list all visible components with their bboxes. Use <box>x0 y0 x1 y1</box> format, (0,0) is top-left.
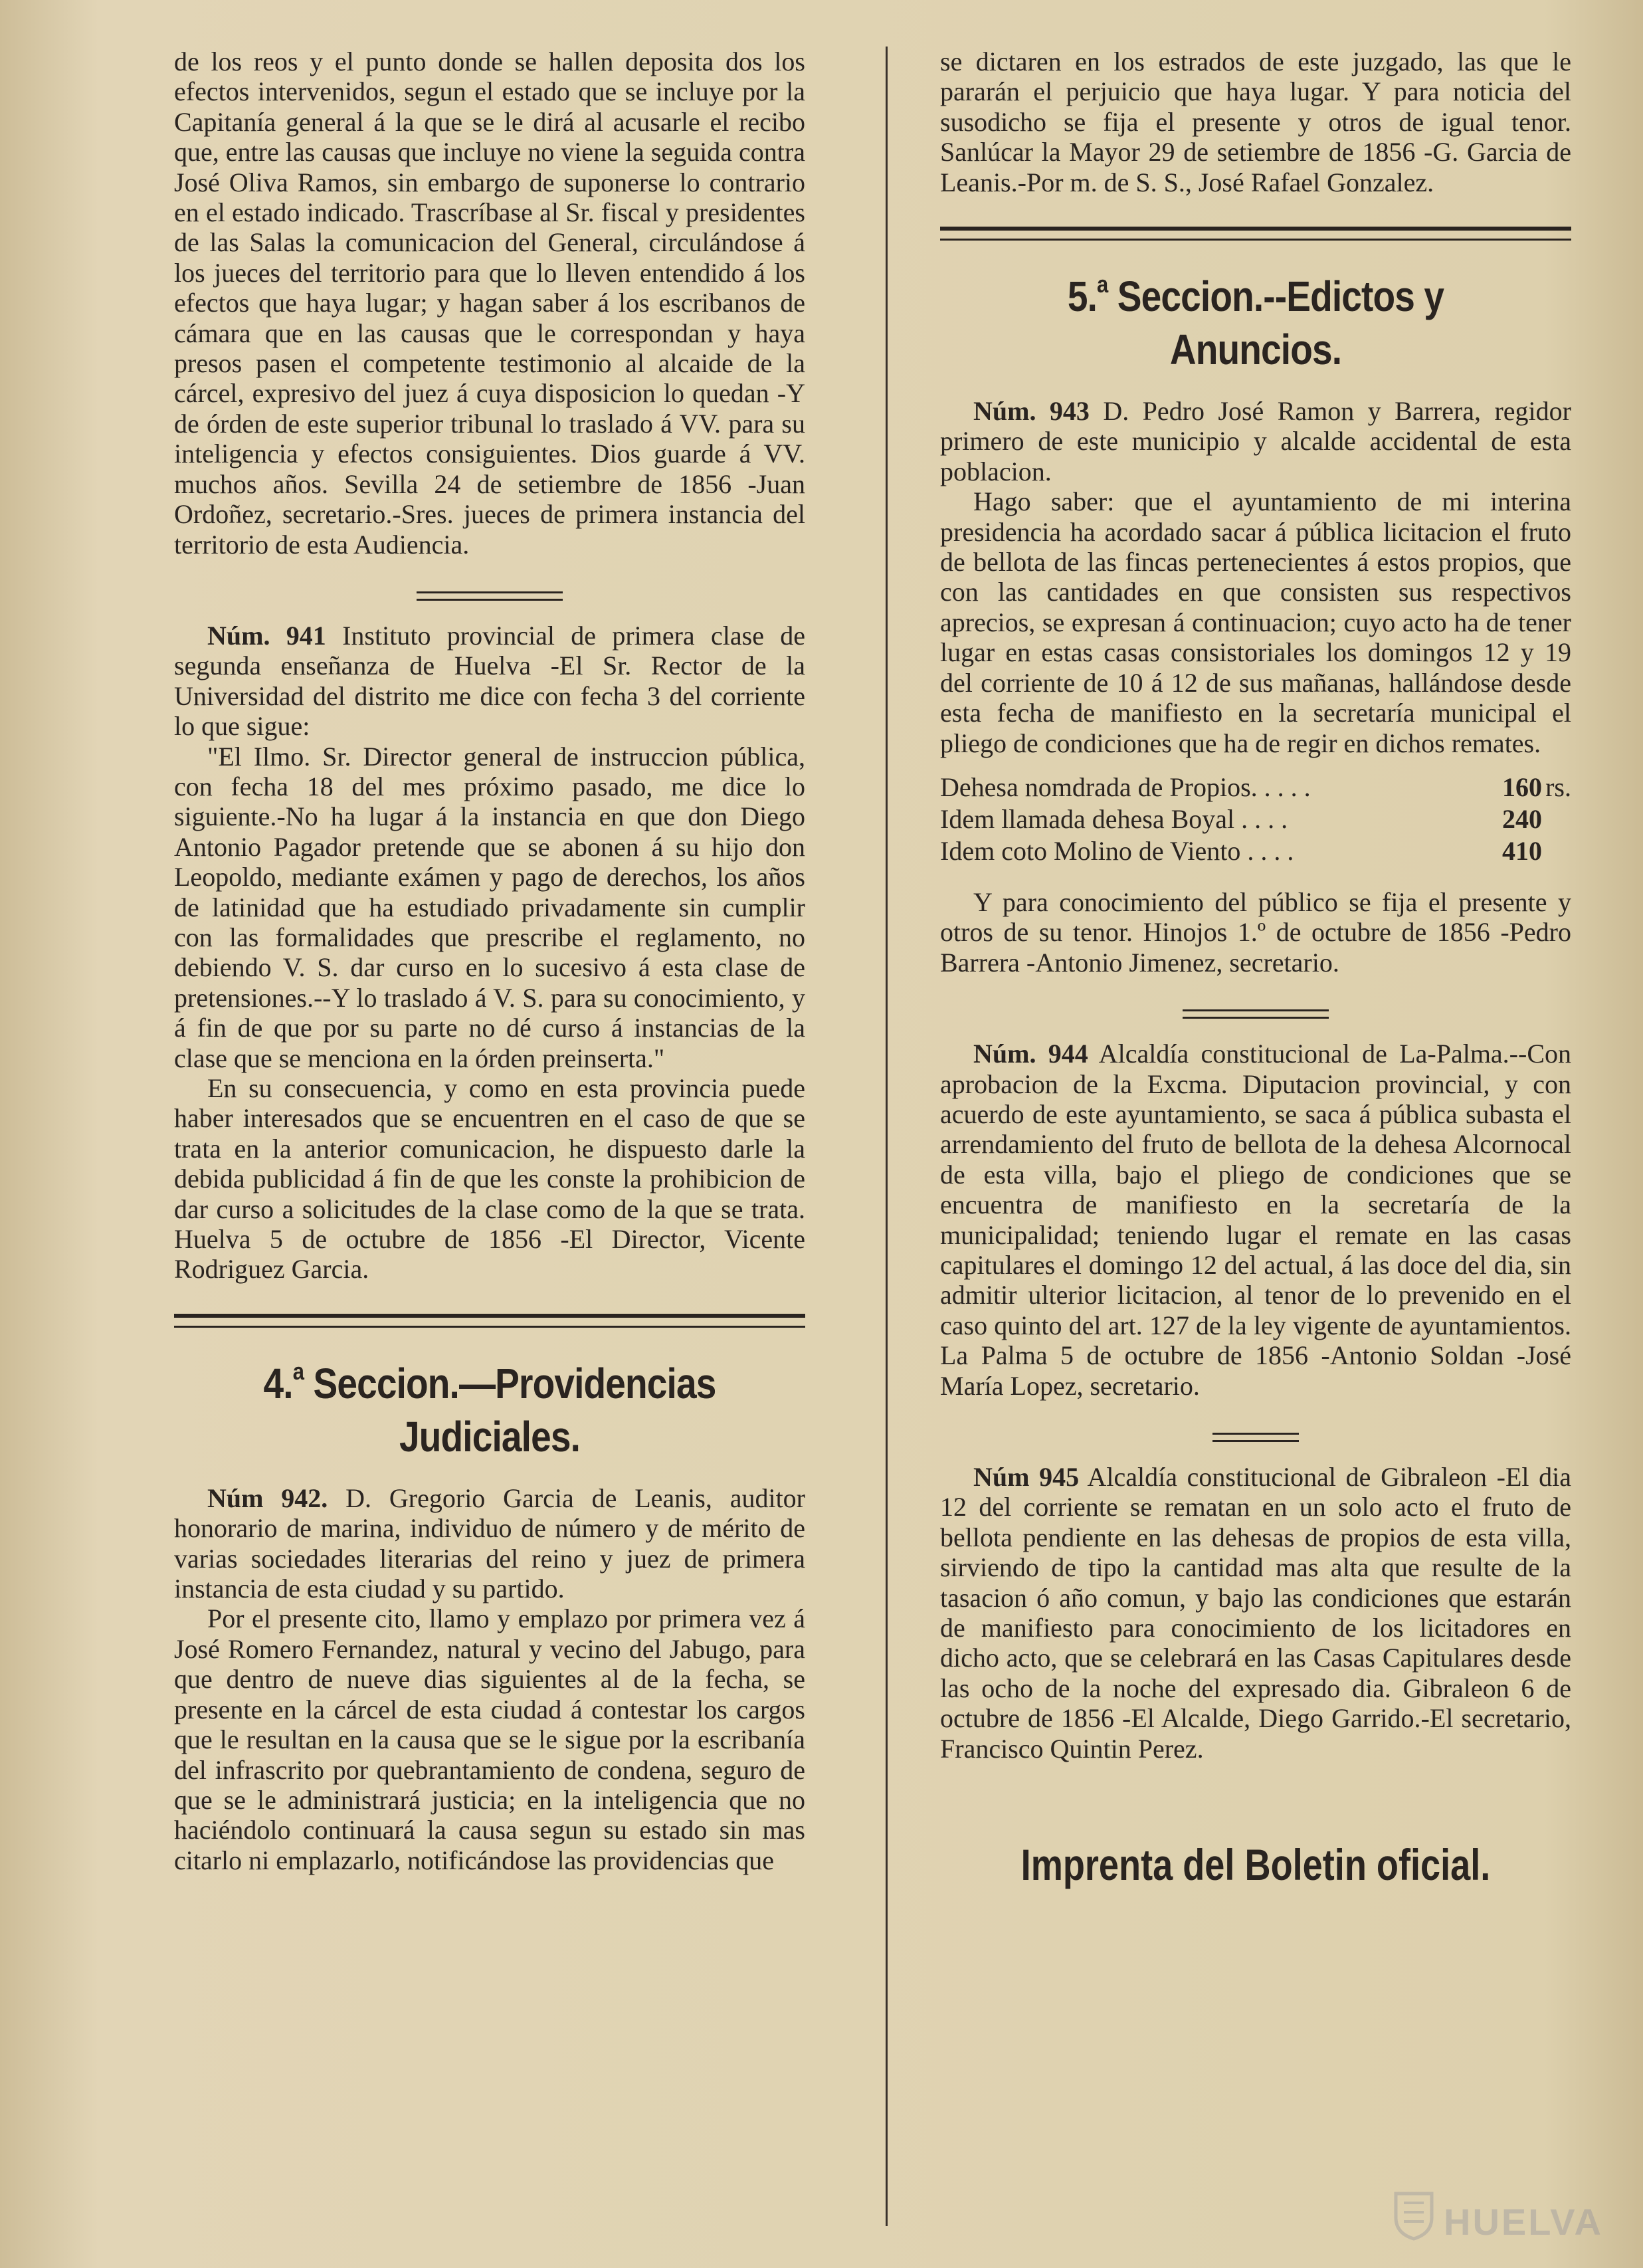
entry-number: Núm. 941 <box>207 620 326 651</box>
price-row <box>940 803 1571 835</box>
short-divider <box>417 591 563 601</box>
column-divider <box>886 47 888 2226</box>
archive-watermark <box>1391 2188 1616 2241</box>
crest-icon <box>1391 2188 1437 2241</box>
short-divider <box>1212 1433 1299 1442</box>
entry-text: D. Pedro José Ramon y Barrera, regidor primero de este municipio y alcalde accidental de esta poblacion. <box>940 396 1571 486</box>
section-divider <box>174 1314 805 1328</box>
continued-text-942: se dictaren en los estrados de este juzgado, las que le pararán el perjuicio que haya lugar. Y para noticia del susodicho se fija el presente y otros de igual tenor. Sanlúcar la Mayor 29 de setiembre de 1856 -G. Garcia de Leanis.-Por m. de S. S., José Rafael Gonzalez. <box>940 47 1571 197</box>
price-row <box>940 835 1571 867</box>
section-title: Seccion.—Providencias Judiciales. <box>313 1359 716 1461</box>
entry-945 <box>940 1462 1571 1764</box>
entry-944 <box>940 1039 1571 1401</box>
entry-number: Núm. 943 <box>973 396 1090 427</box>
entry-text: Alcaldía constitucional de Gibraleon -El dia 12 del corriente se rematan en un solo acto el fruto de bellota pendiente en las dehesas de propios de esta villa, sirviendo de tipo la cantidad mas alta que resulte de la tasacion ó año comun, y bajo las condiciones que estarán de manifiesto para conocimiento de los licitadores en dicho acto, que se celebrará en las Casas Capitulares desde las ocho de la noche del expresado dia. Gibraleon 6 de octubre de 1856 -El Alcalde, Diego Garrido.-El secretario, Francisco Quintin Perez. <box>940 1462 1572 1764</box>
price-label: Idem coto Molino de Viento . . . . <box>940 835 1294 866</box>
price-amount: 160 <box>1502 772 1542 802</box>
entry-941 <box>174 621 805 1285</box>
price-unit <box>1542 835 1571 867</box>
entry-943 <box>940 396 1571 978</box>
left-column <box>174 47 805 1875</box>
entry-text: Y para conocimiento del público se fija el presente y otros de su tenor. Hinojos 1.º de octubre de 1856 -Pedro Barrera -Antonio Jimenez, secretario. <box>940 886 1571 978</box>
section-ordinal: a <box>292 1357 304 1385</box>
entry-text: Por el presente cito, llamo y emplazo por primera vez á José Romero Fernandez, natural y vecino del Jabugo, para que dentro de nueve dias siguientes al de la fecha, se presente en la cárcel de esta ciudad á contestar los cargos que le resultan en la causa que se le sigue por la escribanía del infrascrito por quebrantamiento de condena, seguro de que se le administrará justicia; en la inteligencia que no haciéndolo continuará la causa segun su estado sin mas citarlo ni emplazarlo, notificándose las providencias que <box>174 1603 805 1875</box>
continued-text-941: de los reos y el punto donde se hallen deposita dos los efectos intervenidos, segun el estado que se incluye por la Capitanía general á la que se le dirá al acusarle el recibo que, entre las causas que incluye no viene la seguida contra José Oliva Ramos, sin embargo de suponerse lo contrario en el estado indicado. Trascríbase al Sr. fiscal y presidentes de las Salas la comunicacion del General, circulándose á los jueces del territorio para que lo lleven entendido á los efectos que haya lugar; y hagan saber á los escribanos de cámara que en las causas que le correspondan y haya presos pasen el competente testimonio al alcaide de la cárcel, expresivo del juez á cuya disposicion lo quedan -Y de órden de este superior tribunal lo traslado á VV. para su inteligencia y efectos consiguientes. Dios guarde á VV. muchos años. Sevilla 24 de setiembre de 1856 -Juan Ordoñez, secretario.-Sres. jueces de primera instancia del territorio de esta Audiencia. <box>174 47 805 560</box>
entry-number: Núm. 944 <box>973 1039 1088 1069</box>
price-unit: rs. <box>1545 772 1571 802</box>
section-divider <box>940 227 1571 241</box>
price-label: Idem llamada dehesa Boyal . . . . <box>940 803 1288 834</box>
price-unit <box>1542 803 1571 835</box>
price-table <box>940 772 1571 867</box>
entry-text: Alcaldía constitucional de La-Palma.--Con aprobacion de la Excma. Diputacion provincial, y con acuerdo de este ayuntamiento, se saca á pública subasta el arrendamiento del fruto de bellota de la dehesa Alcornocal de esta villa, bajo el pliego de condiciones que se encuentra de manifiesto en la secretaría de la municipalidad; teniendo lugar el remate en las casas capitulares el domingo 12 del actual, á las doce del dia, sin admitir ulterior licitacion, al tenor de lo prevenido en el caso quinto del art. 127 de la ley vigente de ayuntamientos. La Palma 5 de octubre de 1856 -Antonio Soldan -José María Lopez, secretario. <box>940 1039 1572 1401</box>
section-number: 5. <box>1067 272 1098 321</box>
entry-number: Núm 942. <box>207 1483 328 1513</box>
entry-text: En su consecuencia, y como en esta provincia puede haber interesados que se encuentren en el caso de que se trata en la anterior comunicacion, he dispuesto darle la debida publicidad á fin de que les conste la prohibicion de dar curso a solicitudes de la clase como de la que se trata. Huelva 5 de octubre de 1856 -El Director, Vicente Rodriguez Garcia. <box>174 1073 805 1285</box>
section-heading-4 <box>219 1345 761 1463</box>
imprint-footer: Imprenta del Boletin oficial. <box>1020 1840 1491 1890</box>
entry-number: Núm 945 <box>973 1462 1080 1492</box>
section-title: Seccion.--Edictos y Anuncios. <box>1117 272 1444 374</box>
section-ordinal: a <box>1097 270 1108 298</box>
short-divider <box>1183 1009 1329 1019</box>
price-amount: 410 <box>1502 835 1542 866</box>
entry-text: "El Ilmo. Sr. Director general de instruccion pública, con fecha 18 del mes próximo pasado, me dice lo siguiente.-No ha lugar á la instancia en que don Diego Antonio Pagador pretende que se abonen á su hijo don Leopoldo, mediante exámen y pago de derechos, los años de latinidad que ha estudiado privadamente sin cumplir con las formalidades que prescribe el reglamento, no debiendo V. S. dar curso en lo sucesivo á esta clase de pretensiones.--Y lo traslado á V. S. para su conocimiento, y á fin de que por su parte no dé curso á instancias de la clase que se menciona en la órden preinserta." <box>174 741 805 1073</box>
right-column <box>940 47 1572 1890</box>
price-row <box>940 772 1571 803</box>
section-heading-5 <box>985 258 1527 376</box>
entry-text: Instituto provincial de primera clase de segunda enseñanza de Huelva -El Sr. Rector de la Universidad del distrito me dice con fecha 3 del corriente lo que sigue: <box>174 620 806 742</box>
price-label: Dehesa nomdrada de Propios. . . . . <box>940 772 1311 802</box>
entry-text: D. Gregorio Garcia de Leanis, auditor honorario de marina, individuo de número y de mérito de varias sociedades literarias del reino y juez de primera instancia de esta ciudad y su partido. <box>174 1483 805 1604</box>
entry-text: Hago saber: que el ayuntamiento de mi interina presidencia ha acordado sacar á pública licitacion el fruto de bellota de las fincas pertenecientes á estos propios, que con las cantidades en que consisten sus respectivos aprecios, se expresan á continuacion; cuyo acto ha de tener lugar en estas casas consistoriales los domingos 12 y 19 del corriente de 10 á 12 de sus mañanas, hallándose desde esta fecha de manifiesto en la secretaría municipal el pliego de condiciones que ha de regir en dichos remates. <box>940 486 1571 758</box>
section-number: 4. <box>263 1359 293 1407</box>
watermark-text: HUELVA <box>1444 2201 1603 2243</box>
entry-942 <box>174 1483 805 1875</box>
price-amount: 240 <box>1502 803 1542 834</box>
